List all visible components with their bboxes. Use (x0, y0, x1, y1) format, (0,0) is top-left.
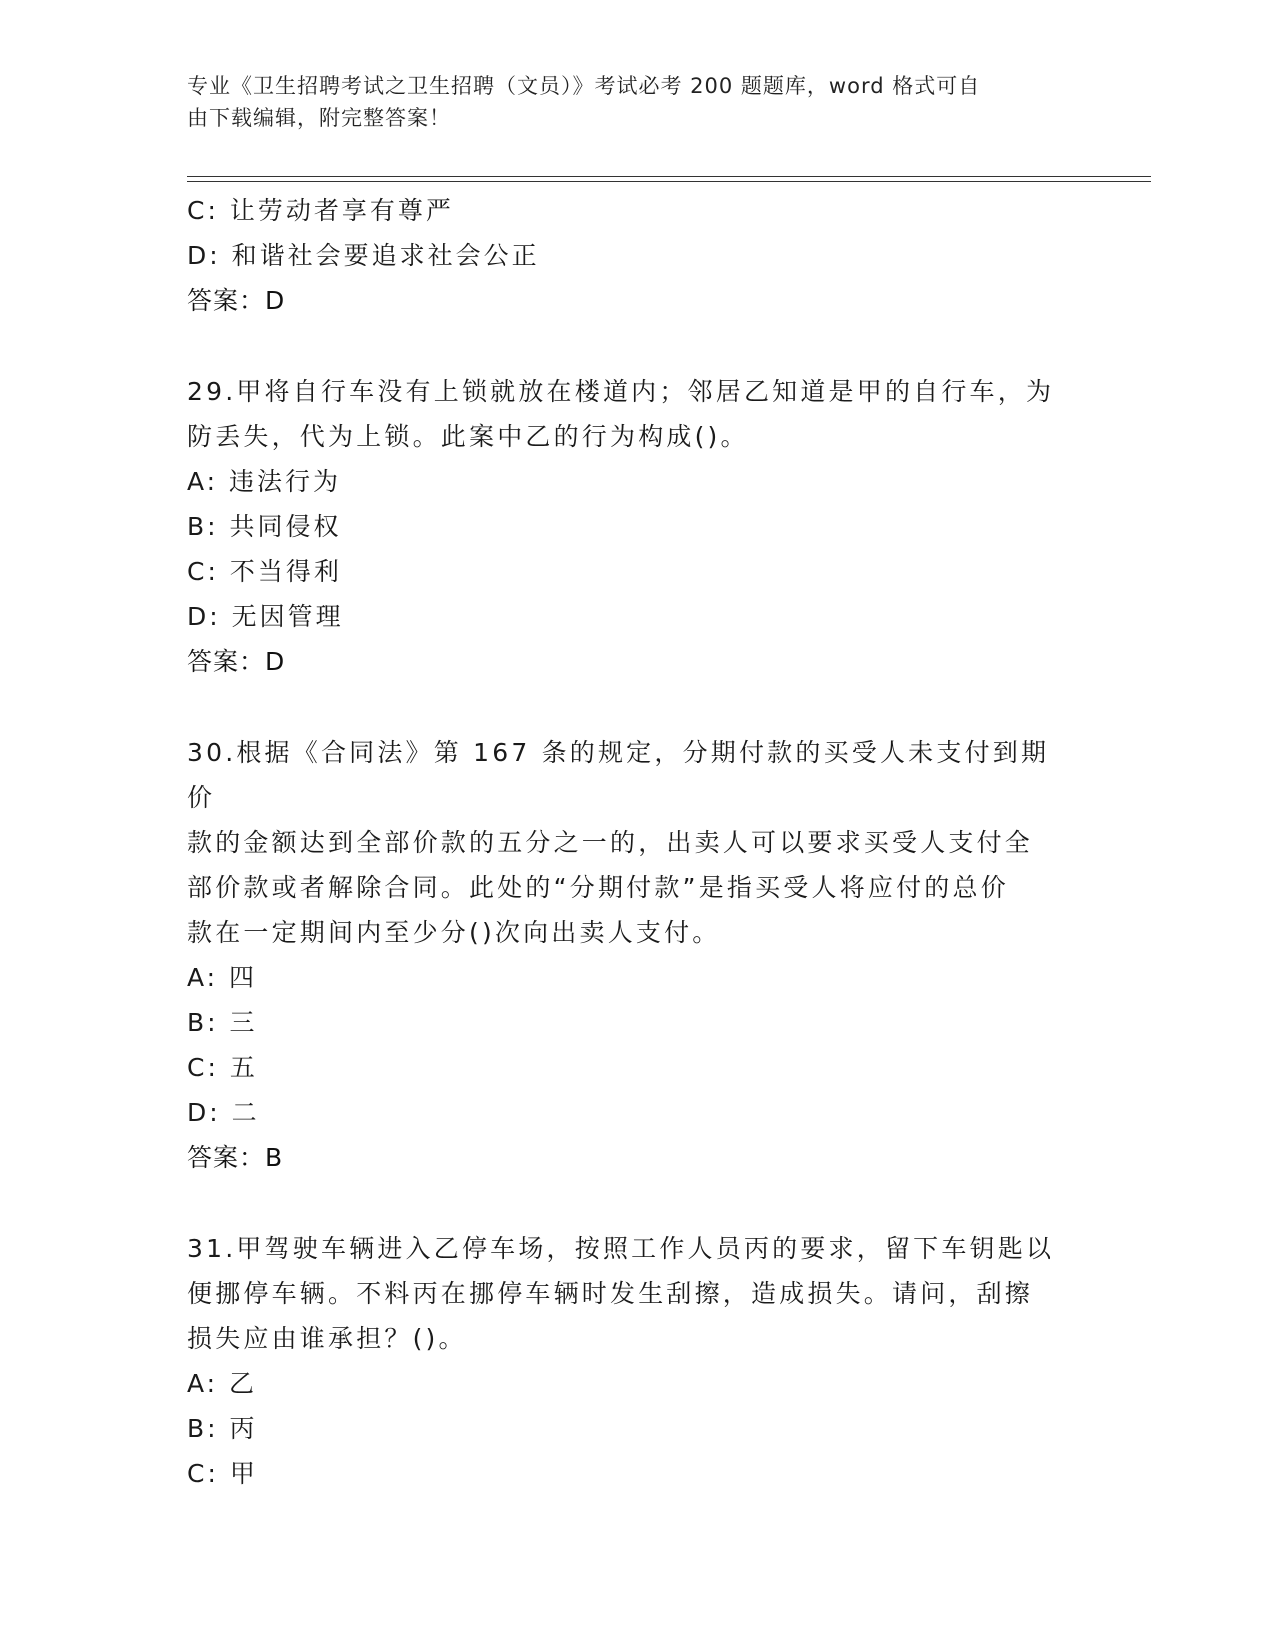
option-a: A: 四 (187, 963, 258, 992)
option-a: A: 违法行为 (187, 467, 342, 496)
carryover-block (187, 188, 1067, 323)
option-b: B: 共同侵权 (187, 512, 342, 541)
question-stem-line: 防丢失，代为上锁。此案中乙的行为构成()。 (187, 422, 749, 451)
option-b: B: 丙 (187, 1414, 258, 1443)
option-c: C: 甲 (187, 1459, 258, 1488)
question-stem-line: 便挪停车辆。不料丙在挪停车辆时发生刮擦，造成损失。请问，刮擦 (187, 1279, 1034, 1308)
option-a: A: 乙 (187, 1369, 258, 1398)
question-stem-line: 部价款或者解除合同。此处的“分期付款”是指买受人将应付的总价 (187, 873, 1009, 902)
question-stem-line: 款在一定期间内至少分()次向出卖人支付。 (187, 918, 721, 947)
question-stem-line: 30.根据《合同法》第 167 条的规定，分期付款的买受人未支付到期价 (187, 738, 1050, 812)
answer-line: 答案：D (187, 647, 286, 676)
question-30 (187, 730, 1067, 1180)
question-29 (187, 369, 1067, 684)
spacer (187, 1180, 1067, 1226)
header-divider-bottom (187, 181, 1151, 182)
option-b: B: 三 (187, 1008, 258, 1037)
option-c: C: 让劳动者享有尊严 (187, 196, 454, 225)
question-list (187, 188, 1067, 1496)
option-d: D: 无因管理 (187, 602, 344, 631)
answer-line: 答案：B (187, 1143, 284, 1172)
option-c: C: 五 (187, 1053, 258, 1082)
question-stem-line: 损失应由谁承担？()。 (187, 1324, 467, 1353)
option-c: C: 不当得利 (187, 557, 342, 586)
document-header (187, 70, 1067, 134)
spacer (187, 684, 1067, 730)
header-divider-top (187, 176, 1151, 177)
question-stem-line: 款的金额达到全部价款的五分之一的，出卖人可以要求买受人支付全 (187, 828, 1034, 857)
answer-line: 答案：D (187, 286, 286, 315)
question-stem-line: 31.甲驾驶车辆进入乙停车场，按照工作人员丙的要求，留下车钥匙以 (187, 1234, 1055, 1263)
header-line-1: 专业《卫生招聘考试之卫生招聘（文员）》考试必考 200 题题库，word 格式可自 (187, 74, 981, 98)
question-stem-line: 29.甲将自行车没有上锁就放在楼道内；邻居乙知道是甲的自行车，为 (187, 377, 1055, 406)
question-31 (187, 1226, 1067, 1496)
spacer (187, 323, 1067, 369)
option-d: D: 和谐社会要追求社会公正 (187, 241, 540, 270)
option-d: D: 二 (187, 1098, 260, 1127)
header-line-2: 由下载编辑，附完整答案！ (187, 106, 451, 130)
